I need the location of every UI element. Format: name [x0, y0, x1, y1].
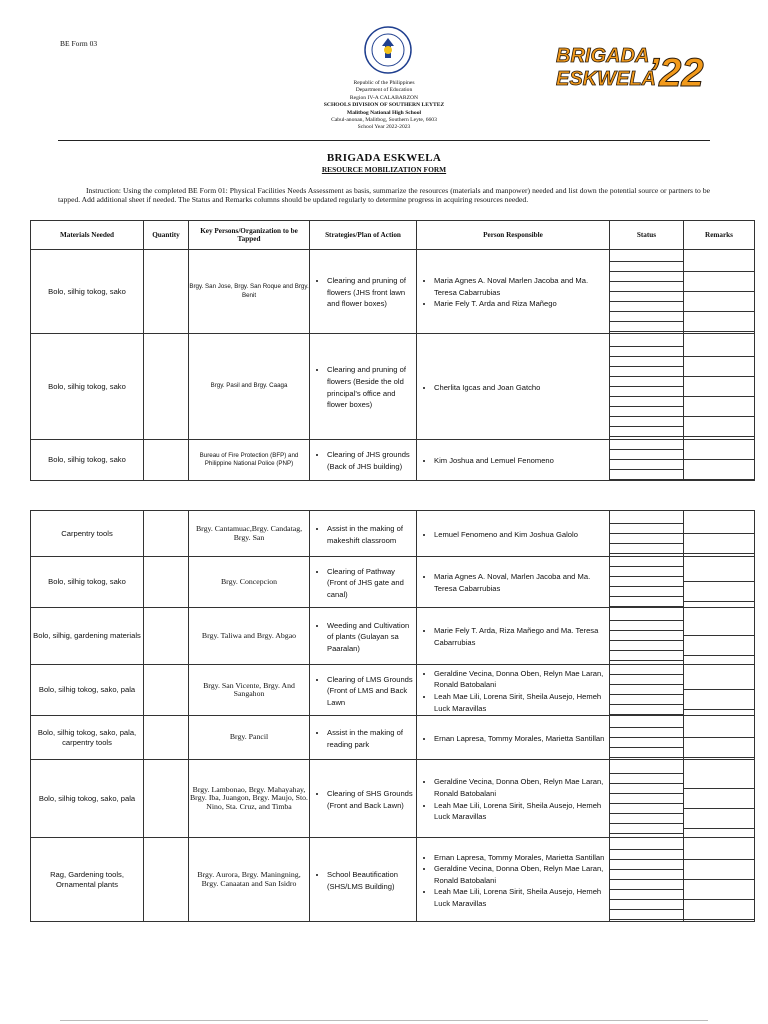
status-subrow: [610, 252, 683, 262]
remarks-subrow: [684, 670, 754, 690]
strategies-cell: [310, 665, 417, 716]
remarks-subrow: [684, 738, 754, 758]
strategy-item: • Clearing of LMS Grounds (Front of LMS and Back Lawn: [327, 674, 414, 709]
page-subtitle: RESOURCE MOBILIZATION FORM: [321, 165, 447, 174]
status-subrow: [610, 440, 683, 450]
svg-text:’22: ’22: [648, 51, 704, 92]
key-persons-cell: Brgy. Pancil: [189, 716, 310, 760]
svg-text:BRIGADA: BRIGADA: [556, 45, 650, 67]
table-row: [31, 716, 755, 760]
quantity-cell: [144, 838, 189, 922]
status-subrow: [610, 900, 683, 910]
table-body-bottom: [31, 511, 755, 922]
remarks-subrow: [684, 514, 754, 534]
remarks-subrow: [684, 377, 754, 397]
status-subrow: [610, 685, 683, 695]
status-subrow: [610, 824, 683, 834]
status-subrow: [610, 705, 683, 715]
strategies-cell: [310, 557, 417, 608]
column-header: Strategies/Plan of Action: [310, 221, 417, 250]
materials-cell: Bolo, silhig tokog, sako, pala: [31, 760, 144, 838]
column-header: Remarks: [684, 221, 755, 250]
materials-cell: Bolo, silhig, gardening materials: [31, 608, 144, 665]
status-subrow: [610, 718, 683, 728]
key-persons-cell: Brgy. Concepcion: [189, 557, 310, 608]
remarks-cell: [684, 334, 755, 440]
status-subrow: [610, 631, 683, 641]
status-subrow: [610, 641, 683, 651]
status-cell: [610, 716, 684, 760]
status-subrow: [610, 577, 683, 587]
person-item: • Marie Fely T. Arda, Riza Mañego and Ma. Teresa Cabarrubias: [434, 625, 607, 648]
table-row: [31, 760, 755, 838]
status-subrow: [610, 784, 683, 794]
person-responsible-cell: [417, 250, 610, 334]
remarks-subrow: [684, 292, 754, 312]
status-subrow: [610, 850, 683, 860]
status-subrow: [610, 387, 683, 397]
remarks-subrow: [684, 616, 754, 636]
materials-cell: Bolo, silhig tokog, sako, pala, carpentry tools: [31, 716, 144, 760]
status-subrow: [610, 597, 683, 607]
status-cell: [610, 760, 684, 838]
person-item: • Kim Joshua and Lemuel Fenomeno: [434, 455, 607, 467]
resource-table-bottom: [30, 510, 755, 922]
materials-cell: Bolo, silhig tokog, sako: [31, 557, 144, 608]
status-subrow: [610, 890, 683, 900]
agency-line: Department of Education: [355, 87, 413, 94]
quantity-cell: [144, 250, 189, 334]
quantity-cell: [144, 665, 189, 716]
status-subrow: [610, 567, 683, 577]
status-subrow: [610, 470, 683, 480]
table-body-top: [31, 250, 755, 481]
status-subrow: [610, 302, 683, 312]
strategies-cell: [310, 838, 417, 922]
remarks-cell: [684, 716, 755, 760]
person-responsible-cell: [417, 511, 610, 557]
materials-cell: Bolo, silhig tokog, sako, pala: [31, 665, 144, 716]
status-cell: [610, 665, 684, 716]
status-subrow: [610, 814, 683, 824]
status-subrow: [610, 764, 683, 774]
form-code: BE Form 03: [60, 39, 98, 48]
remarks-subrow: [684, 357, 754, 377]
status-subrow: [610, 292, 683, 302]
person-responsible-cell: [417, 760, 610, 838]
status-subrow: [610, 357, 683, 367]
status-subrow: [610, 621, 683, 631]
table-header-row: [31, 221, 755, 250]
agency-block: [234, 80, 534, 132]
strategy-item: • Assist in the making of reading park: [327, 727, 414, 750]
remarks-cell: [684, 665, 755, 716]
person-responsible-cell: [417, 838, 610, 922]
key-persons-cell: Brgy. Lambonao, Brgy. Mahayahay, Brgy. Iba, Juangon, Brgy. Maujo, Sto. Nino, Sta. Cruz, and Timba: [189, 760, 310, 838]
strategies-cell: [310, 716, 417, 760]
remarks-subrow: [684, 880, 754, 900]
status-subrow: [610, 860, 683, 870]
table-row: [31, 511, 755, 557]
brigada-eskwela-logo: [552, 40, 704, 92]
status-subrow: [610, 312, 683, 322]
person-responsible-cell: [417, 716, 610, 760]
column-header: Materials Needed: [31, 221, 144, 250]
key-persons-cell: Brgy. Pasil and Brgy. Caaga: [189, 334, 310, 440]
status-cell: [610, 334, 684, 440]
remarks-cell: [684, 557, 755, 608]
strategy-item: • Weeding and Cultivation of plants (Gulayan sa Paaralan): [327, 620, 414, 655]
footer-divider: [60, 1020, 708, 1021]
status-cell: [610, 250, 684, 334]
header-divider: [58, 140, 710, 141]
status-subrow: [610, 544, 683, 554]
page-title: BRIGADA ESKWELA: [326, 152, 442, 164]
key-persons-cell: Brgy. Aurora, Brgy. Maningning, Brgy. Canaatan and San Isidro: [189, 838, 310, 922]
strategy-item: • Clearing and pruning of flowers (JHS front lawn and flower boxes): [327, 275, 414, 310]
remarks-subrow: [684, 252, 754, 272]
status-subrow: [610, 460, 683, 470]
strategy-item: • Clearing of Pathway (Front of JHS gate and canal): [327, 566, 414, 601]
status-cell: [610, 511, 684, 557]
status-subrow: [610, 450, 683, 460]
status-subrow: [610, 840, 683, 850]
key-persons-cell: Brgy. Taliwa and Brgy. Abgao: [189, 608, 310, 665]
status-subrow: [610, 665, 683, 675]
strategy-item: • Clearing of JHS grounds (Back of JHS building): [327, 449, 414, 472]
status-subrow: [610, 407, 683, 417]
remarks-subrow: [684, 860, 754, 880]
remarks-cell: [684, 608, 755, 665]
remarks-subrow: [684, 337, 754, 357]
quantity-cell: [144, 760, 189, 838]
status-cell: [610, 557, 684, 608]
status-subrow: [610, 377, 683, 387]
status-cell: [610, 608, 684, 665]
person-responsible-cell: [417, 608, 610, 665]
materials-cell: Carpentry tools: [31, 511, 144, 557]
svg-text:ESKWELA: ESKWELA: [556, 68, 656, 90]
strategy-item: • Assist in the making of makeshift classroom: [327, 523, 414, 546]
person-item: • Leah Mae Lili, Lorena Sirit, Sheila Ausejo, Hemeh Luck Maravillas: [434, 886, 607, 909]
strategies-cell: [310, 250, 417, 334]
status-subrow: [610, 804, 683, 814]
person-item: • Geraldine Vecina, Donna Oben, Relyn Mae Laran, Ronald Batobalani: [434, 776, 607, 799]
materials-cell: Rag, Gardening tools, Ornamental plants: [31, 838, 144, 922]
status-subrow: [610, 524, 683, 534]
key-persons-cell: Brgy. Cantamuac,Brgy. Candatag, Brgy. San: [189, 511, 310, 557]
table-row: [31, 665, 755, 716]
status-subrow: [610, 347, 683, 357]
column-header: Person Responsible: [417, 221, 610, 250]
remarks-subrow: [684, 534, 754, 554]
strategies-cell: [310, 760, 417, 838]
table-row: [31, 838, 755, 922]
table-row: [31, 608, 755, 665]
person-item: • Ernan Lapresa, Tommy Morales, Marietta Santillan: [434, 852, 607, 864]
remarks-subrow: [684, 272, 754, 292]
quantity-cell: [144, 440, 189, 481]
quantity-cell: [144, 334, 189, 440]
person-item: • Geraldine Vecina, Donna Oben, Relyn Mae Laran, Ronald Batobalani: [434, 668, 607, 691]
agency-line: SCHOOLS DIVISION OF SOUTHERN LEYTEZ: [323, 102, 445, 109]
strategy-item: • Clearing and pruning of flowers (Beside the old principal’s office and flower boxes): [327, 364, 414, 410]
agency-line: Cabul-anonan, Malitbog, Southern Leyte, 6603: [331, 117, 437, 124]
table-row: [31, 250, 755, 334]
table-row: [31, 440, 755, 481]
remarks-subrow: [684, 900, 754, 920]
status-subrow: [610, 557, 683, 567]
strategies-cell: [310, 334, 417, 440]
remarks-subrow: [684, 769, 754, 789]
agency-line: Malitbog National High School: [346, 109, 422, 116]
status-subrow: [610, 611, 683, 621]
strategies-cell: [310, 511, 417, 557]
status-subrow: [610, 514, 683, 524]
status-cell: [610, 440, 684, 481]
status-subrow: [610, 794, 683, 804]
deped-seal-icon: [364, 26, 412, 74]
status-subrow: [610, 774, 683, 784]
remarks-cell: [684, 760, 755, 838]
table-row: [31, 334, 755, 440]
status-subrow: [610, 397, 683, 407]
key-persons-cell: Brgy. San Vicente, Brgy. And Sangahon: [189, 665, 310, 716]
status-subrow: [610, 322, 683, 332]
materials-cell: Bolo, silhig tokog, sako: [31, 334, 144, 440]
column-header: Key Persons/Organization to be Tapped: [189, 221, 310, 250]
agency-line: School Year 2022-2023: [357, 124, 411, 131]
status-subrow: [610, 272, 683, 282]
remarks-subrow: [684, 312, 754, 332]
status-subrow: [610, 748, 683, 758]
remarks-cell: [684, 250, 755, 334]
remarks-subrow: [684, 460, 754, 480]
remarks-subrow: [684, 440, 754, 460]
instruction-text: Instruction: Using the completed BE Form 01: Physical Facilities Needs Assessment as basis, summarize the resources (materials and manpower) needed and list down the potential source or partners to be tapped. Add additional sheet if needed. The Status and Remarks columns should be updated regularly to determine progress in acquiring resources needed.: [58, 186, 710, 205]
quantity-cell: [144, 511, 189, 557]
status-subrow: [610, 695, 683, 705]
table-row: [31, 557, 755, 608]
status-subrow: [610, 262, 683, 272]
remarks-cell: [684, 511, 755, 557]
person-item: • Maria Agnes A. Noval, Marlen Jacoba and Ma. Teresa Cabarrubias: [434, 571, 607, 594]
person-responsible-cell: [417, 665, 610, 716]
strategies-cell: [310, 608, 417, 665]
status-subrow: [610, 870, 683, 880]
person-item: • Leah Mae Lili, Lorena Sirit, Sheila Ausejo, Hemeh Luck Maravillas: [434, 800, 607, 823]
person-item: • Cherlita Igcas and Joan Gatcho: [434, 382, 607, 394]
key-persons-cell: Brgy. San Jose, Brgy. San Roque and Brgy. Benit: [189, 250, 310, 334]
strategy-item: • School Beautification (SHS/LMS Building): [327, 869, 414, 892]
status-subrow: [610, 675, 683, 685]
person-responsible-cell: [417, 440, 610, 481]
column-header: Status: [610, 221, 684, 250]
column-header: Quantity: [144, 221, 189, 250]
status-subrow: [610, 587, 683, 597]
remarks-subrow: [684, 417, 754, 437]
status-subrow: [610, 337, 683, 347]
remarks-subrow: [684, 582, 754, 602]
quantity-cell: [144, 557, 189, 608]
remarks-cell: [684, 440, 755, 481]
strategy-item: • Clearing of SHS Grounds (Front and Back Lawn): [327, 788, 414, 811]
remarks-subrow: [684, 562, 754, 582]
status-subrow: [610, 282, 683, 292]
remarks-subrow: [684, 636, 754, 656]
person-item: • Ernan Lapresa, Tommy Morales, Marietta Santillan: [434, 733, 607, 745]
materials-cell: Bolo, silhig tokog, sako: [31, 440, 144, 481]
materials-cell: Bolo, silhig tokog, sako: [31, 250, 144, 334]
person-item: • Lemuel Fenomeno and Kim Joshua Galolo: [434, 529, 607, 541]
status-subrow: [610, 417, 683, 427]
remarks-subrow: [684, 789, 754, 809]
quantity-cell: [144, 608, 189, 665]
agency-line: Republic of the Philippines: [353, 80, 415, 86]
status-subrow: [610, 367, 683, 377]
remarks-subrow: [684, 397, 754, 417]
status-subrow: [610, 534, 683, 544]
remarks-cell: [684, 838, 755, 922]
person-item: • Maria Agnes A. Noval Marlen Jacoba and Ma. Teresa Cabarrubias: [434, 275, 607, 298]
person-responsible-cell: [417, 557, 610, 608]
status-cell: [610, 838, 684, 922]
status-subrow: [610, 651, 683, 661]
agency-line: Region IV-A CALABARZON: [349, 94, 419, 101]
status-subrow: [610, 728, 683, 738]
person-item: • Geraldine Vecina, Donna Oben, Relyn Mae Laran, Ronald Batobalani: [434, 863, 607, 886]
person-item: • Leah Mae Lili, Lorena Sirit, Sheila Ausejo, Hemeh Luck Maravillas: [434, 691, 607, 714]
remarks-subrow: [684, 690, 754, 710]
remarks-subrow: [684, 809, 754, 829]
quantity-cell: [144, 716, 189, 760]
status-subrow: [610, 910, 683, 920]
status-subrow: [610, 880, 683, 890]
key-persons-cell: Bureau of Fire Protection (BFP) and Philippine National Police (PNP): [189, 440, 310, 481]
status-subrow: [610, 738, 683, 748]
status-subrow: [610, 427, 683, 437]
resource-table-top: [30, 220, 755, 481]
remarks-subrow: [684, 718, 754, 738]
strategies-cell: [310, 440, 417, 481]
person-item: • Marie Fely T. Arda and Riza Mañego: [434, 298, 607, 310]
person-responsible-cell: [417, 334, 610, 440]
remarks-subrow: [684, 840, 754, 860]
